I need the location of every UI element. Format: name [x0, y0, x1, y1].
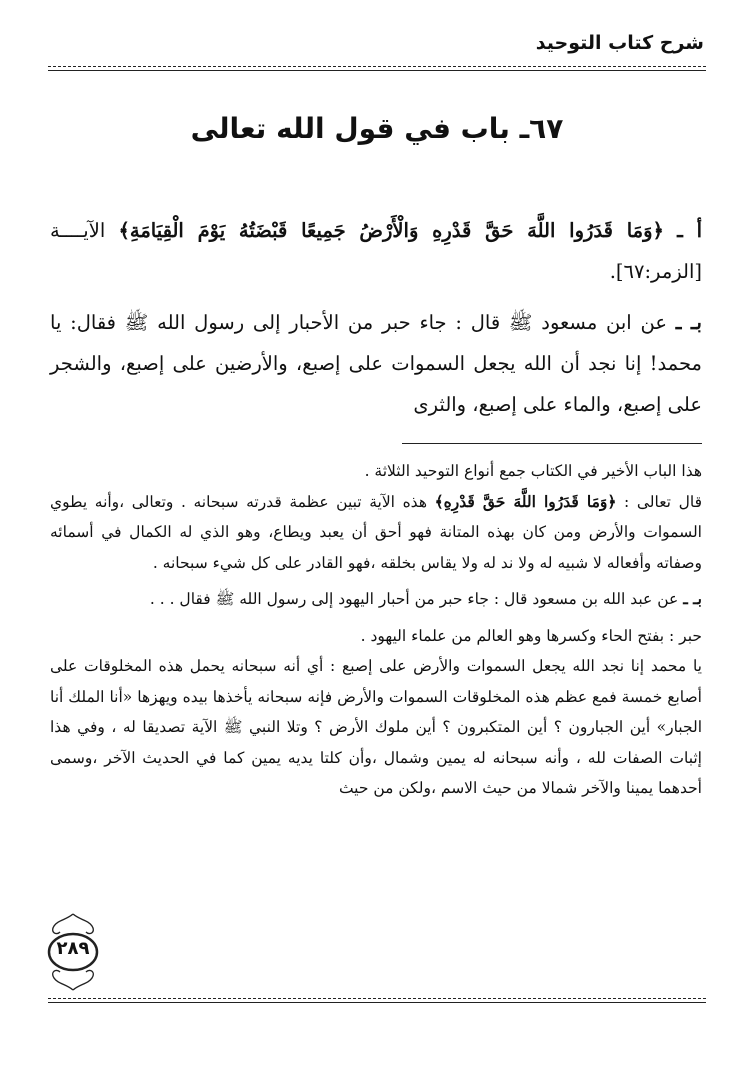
- running-title: شرح كتاب التوحيد: [535, 32, 704, 54]
- item-a-paragraph: [50, 210, 702, 292]
- commentary-marker: بـ ـ: [683, 589, 702, 608]
- commentary-paragraph-5: يا محمد إنا نجد الله يجعل السموات والأرض على إصبع : أي أنه سبحانه يحمل هذه المخلوقات على أصابع خمسة فمع عظم هذه المخلوقات السموات والأرض فإنه سبحانه يأخذها بيده ويهزها «أنا الملك أنا الجبار» أين الجبارون ؟ أين المتكبرون ؟ أين ملوك الأرض ؟ وتلا النبي ﷺ الآية تصديقا له ، وفي هذا إثبات الصفات لله ، وأنه سبحانه له يمين وشمال ،وأن كلتا يديه يمين كما في الحديث الآخر ،وسمى أحدهما يمينا والآخر شمالا من حيث الاسم ،ولكن من حيث: [50, 657, 702, 797]
- item-a-reference: الآيــــة [الزمر:٦٧].: [50, 219, 702, 283]
- commentary-lead: قال تعالى :: [624, 492, 702, 511]
- commentary-hadith: عن عبد الله بن مسعود قال : جاء حبر من أحبار اليهود إلى رسول الله ﷺ فقال . . .: [149, 590, 679, 608]
- commentary-paragraph-1: هذا الباب الأخير في الكتاب جمع أنواع التوحيد الثلاثة .: [364, 462, 702, 480]
- footnote-separator: [402, 443, 702, 444]
- footer-rule-solid: [48, 1002, 706, 1003]
- header-rule-solid: [48, 70, 706, 71]
- commentary-paragraph-2: [50, 487, 702, 579]
- footer-rule-dashed: [48, 998, 706, 999]
- item-b-text: عن ابن مسعود ﷺ قال : جاء حبر من الأحبار إلى رسول الله ﷺ فقال: يا محمد! إنا نجد أن الله يجعل السموات على إصبع، والأرضين على إصبع، والشجر على إصبع، والماء على إصبع، والثرى: [50, 311, 702, 416]
- item-b-paragraph: [50, 302, 702, 425]
- commentary-text: هذه الآية تبين عظمة قدرته سبحانه . وتعالى ،وأنه يطوي السموات والأرض ومن كان بهذه المتانة فهو أحق أن يعبد ويطاع، وهو الذي له الكمال في أسمائه وصفاته وأفعاله لا شبيه له ولا ند له ولا يقاس بخلقه ،فهو القادر على كل شيء سبحانه .: [50, 492, 702, 572]
- chapter-title: ٦٧ـ باب في قول الله تعالى: [190, 112, 564, 145]
- header-rule-dashed: [48, 66, 706, 67]
- commentary: [50, 456, 702, 804]
- item-a-verse: ﴿وَمَا قَدَرُوا اللَّهَ حَقَّ قَدْرِهِ وَالْأَرْضُ جَمِيعًا قَبْضَتُهُ يَوْمَ الْقِيَامَةِ﴾: [118, 219, 664, 242]
- commentary-paragraph-3: [50, 584, 702, 615]
- item-b-marker: بـ ـ: [675, 311, 702, 334]
- main-text: [50, 210, 702, 435]
- commentary-paragraph-4: حبر : بفتح الحاء وكسرها وهو العالم من علماء اليهود .: [360, 626, 702, 645]
- page-number: ٢٨٩: [56, 938, 90, 959]
- commentary-verse: ﴿وَمَا قَدَرُوا اللَّهَ حَقَّ قَدْرِهِ﴾: [434, 491, 617, 511]
- item-a-marker: أ ـ: [677, 219, 703, 242]
